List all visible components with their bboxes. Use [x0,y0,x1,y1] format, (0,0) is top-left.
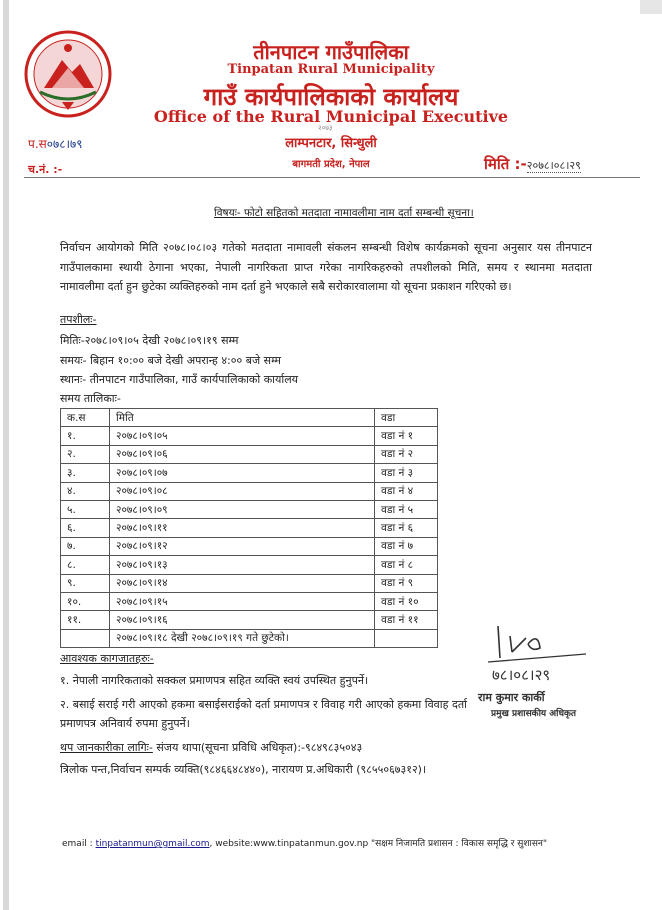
row-ward: वडा नं ११ [375,611,438,629]
date-field [484,154,581,174]
row-serial: ११. [61,611,110,629]
signatory-name: राम कुमार कार्की [478,691,545,704]
handwritten-signature-icon [482,618,592,688]
schedule-table [60,408,438,648]
scan-corner-mark [640,0,662,14]
row-ward: वडा नं ४ [375,482,438,500]
footer-note: २०७८।०९।१८ देखी २०७८।०९।१९ गते छुटेको। [110,629,375,647]
contact-line-1 [60,740,362,755]
patra-sankhya [28,135,83,152]
table-row [61,464,438,482]
table-row [61,611,438,629]
row-serial: १. [61,427,110,445]
date-label: मिति :- [484,155,527,173]
municipality-name-en: Tinpatan Rural Municipality [227,62,435,77]
ps-value: ०७८।७९ [46,137,83,151]
row-date: २०७८।०९।१५ [110,592,375,610]
row-date: २०७८।०९।०५ [110,427,375,445]
schedule-label: समय तालिकाः- [60,392,121,405]
row-date: २०७८।०९।०८ [110,482,375,500]
row-serial: २. [61,445,110,463]
contact-line-2: त्रिलोक पन्त,निर्वाचन सम्पर्क व्यक्ति(९८४६६४८४४०), नारायण प्र.अधिकारी (९८५५०६७३१२)। [60,763,427,776]
row-ward: वडा नं ३ [375,464,438,482]
table-row [61,592,438,610]
table-row [61,537,438,555]
page-footer [62,836,547,849]
row-serial: ६. [61,519,110,537]
email-link[interactable]: tinpatanmun@gmail.com [95,839,210,849]
row-serial: ७. [61,537,110,555]
documents-item-2-cont: प्रमाणपत्र अनिवार्य रुपमा हुनुपर्ने। [60,717,190,730]
header-divider [24,177,640,178]
row-ward: वडा नं ८ [375,556,438,574]
stamp-year: २०७३ [318,124,333,132]
documents-item-2: २. बसाई सराई गरी आएको हकमा बसाईसराईको दर्ता प्रमाणपत्र र विवाह गरी आएको हकमा विवाह दर्ता [60,698,467,711]
province-country: बागमती प्रदेश, नेपाल [292,159,370,170]
table-row [61,500,438,518]
details-place: स्थानः- तीनपाटन गाउँपालिका, गाउँ कार्यपालिकाको कार्यालय [60,373,299,386]
website-text: , website:www.tinpatanmun.gov.np [209,839,369,849]
table-footer-row [61,629,438,647]
row-date: २०७८।०९।०६ [110,445,375,463]
row-ward: वडा नं १ [375,427,438,445]
chalani-number: च.नं. :- [28,163,63,176]
slogan-text: "सक्षम निजामति प्रशासन : विकास समृद्धि र सुशासन" [368,839,548,849]
office-location: लाम्पनटार, सिन्धुली [285,136,377,151]
row-date: २०७८।०९।१६ [110,611,375,629]
row-ward: वडा नं ९ [375,574,438,592]
table-header-row [61,409,438,427]
row-serial: ८. [61,556,110,574]
row-ward: वडा नं ७ [375,537,438,555]
documents-heading: आवश्यक कागजातहरुः- [60,652,154,665]
row-serial: ४. [61,482,110,500]
date-value: २०७८।०८।२९ [526,159,581,172]
row-date: २०७८।०९।११ [110,519,375,537]
header-ward: वडा [375,409,438,427]
table-row [61,427,438,445]
row-serial: ९. [61,574,110,592]
office-name-en: Office of the Rural Municipal Executive [153,107,509,126]
table-row [61,445,438,463]
footer-empty-cell [375,629,438,647]
row-date: २०७८।०९।१३ [110,556,375,574]
details-date: मितिः-२०७८।०९।०५ देखी २०७८।०९।१९ सम्म [60,334,239,347]
details-heading: तपशीलः- [60,313,97,326]
row-serial: १०. [61,592,110,610]
table-row [61,482,438,500]
office-name-np: गाउँ कार्यपालिकाको कार्यालय [203,83,459,111]
signatory-title: प्रमुख प्रशासकीय अधिकृत [491,709,577,719]
email-label: email : [62,839,96,849]
documents-item-1: १. नेपाली नागरिकताको सक्कल प्रमाणपत्र सहित व्यक्ति स्वयं उपस्थित हुनुपर्ने। [60,674,369,687]
table-row [61,574,438,592]
row-serial: ३. [61,464,110,482]
row-date: २०७८।०९।०७ [110,464,375,482]
row-ward: वडा नं १० [375,592,438,610]
table-row [61,556,438,574]
header-serial: क.स [61,409,110,427]
row-ward: वडा नं ५ [375,500,438,518]
contact-label: थप जानकारीका लागिः- [60,741,153,754]
row-date: २०७८।०९।०९ [110,500,375,518]
row-ward: वडा नं २ [375,445,438,463]
signature-date: ७८।०८।२९ [492,666,551,684]
details-time: समयः- बिहान १०:०० बजे देखी अपरान्ह ४:०० बजे सम्म [60,354,281,367]
notice-paragraph: निर्वाचन आयोगको मिति २०७८।०८।०३ गतेको मतदाता नामावली संकलन सम्बन्धी विशेष कार्यक्रमको सूचना अनुसार यस तीनपाटन गाउँपालकामा स्थायी ठेगाना भएका, नेपाली नागरिकता प्राप्त गरेका नागरिकहरुको तपशीलको मिति, समय र स्थानमा मतदाता नामावलीमा दर्ता हुन छुटेका व्यक्तिहरुको नाम दर्ता हुने भएकाले सबै सरोकारवालामा यो सूचना प्रकाशन गरिएको छ। [60,241,592,293]
row-date: २०७८।०९।१४ [110,574,375,592]
ps-label: प.स [28,137,47,151]
header-date: मिति [110,409,375,427]
municipality-name-np: तीनपाटन गाउँपालिका [253,40,409,64]
row-serial: ५. [61,500,110,518]
row-date: २०७८।०९।१२ [110,537,375,555]
row-ward: वडा नं ६ [375,519,438,537]
table-row [61,519,438,537]
footer-empty-cell [61,629,110,647]
subject-line: विषयः- फोटो सहितको मतदाता नामावलीमा नाम दर्ता सम्बन्धी सूचना। [214,207,474,219]
contact-person-1: संजय थापा(सूचना प्रविधि अधिकृत):-९८४९८३५०४३ [152,741,363,754]
